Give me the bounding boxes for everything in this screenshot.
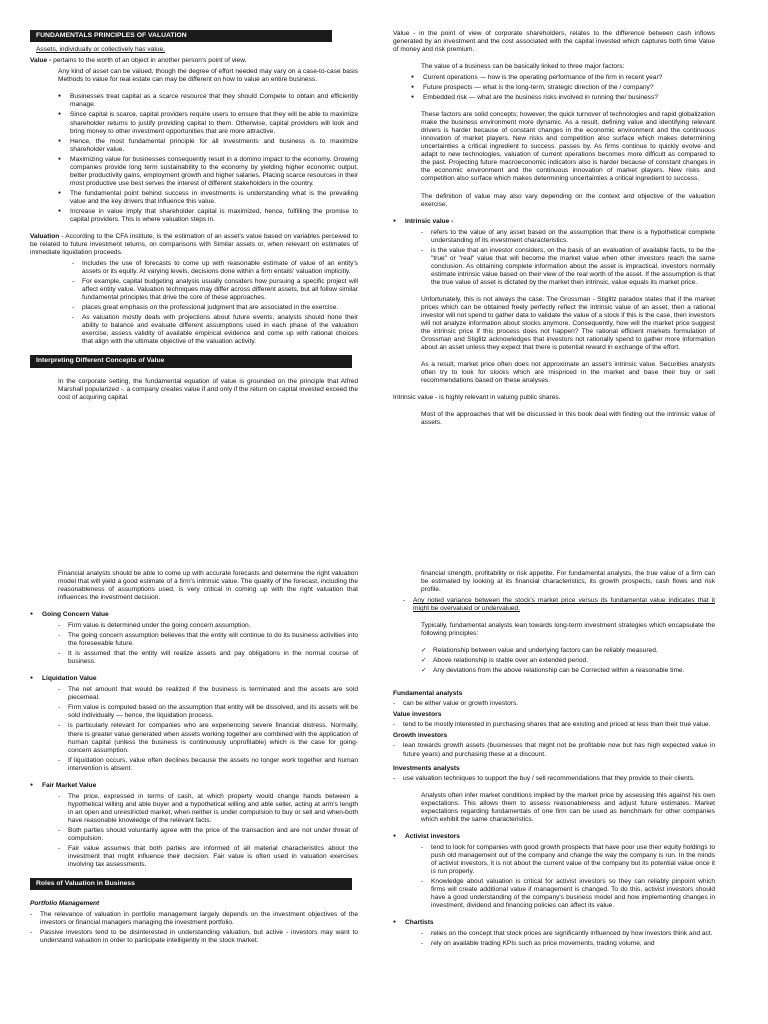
valuation-label: Valuation: [30, 232, 60, 240]
going-concern-label: ● Going Concern Value: [30, 611, 358, 619]
list-item: - relies on the concept that stock prices are significantly influenced by how investors think and act.: [421, 930, 715, 938]
list-item: ● Businesses treat capital as a scarce resource that they should Compete to obtain and efficiently manage.: [58, 93, 358, 109]
chartists-heading: [393, 919, 715, 927]
list-item: - is particularly relevant for companies who are experiencing severe financial distress. Normally, there is greater value generated when assets working together are combined with the application of human capital (unless the business is continuously unprofitable) which is the case for going-concern assumption.: [58, 722, 358, 754]
list-item: ● Embedded risk — what are the business risks involved in running the/ business?: [411, 94, 715, 102]
list-item: ✓ Relationship between value and underlying factors can be reliably measured.: [421, 647, 715, 655]
list-item: - Both parties should voluntarily agree with the price of the transaction and are not under threat of compulsion.: [58, 827, 358, 843]
fundamental-analysts-label: Fundamental analysts: [393, 690, 463, 698]
growth-investors-list: [393, 742, 715, 758]
list-item: ✓ Any deviations from the above relationship can be Corrected within a reasonable time.: [421, 667, 715, 675]
value-paragraph: Any kind of asset can be valued, though the degree of effort needed may vary on a case-to-case basis Methods to value for real estate can may be different on how to value an entire business.: [58, 68, 358, 84]
value-investors-label: Value investors: [393, 711, 442, 719]
portfolio-label: Portfolio Management: [30, 900, 100, 908]
factors-intro: The value of a business can be basically linked to three major factors:: [421, 63, 625, 71]
list-item: - Any noted variance between the stock's market price versus its fundamental value indicates that it might be overvalued or undervalued.: [403, 597, 715, 613]
intro-text: Assets, individually or collectively has value.: [36, 46, 166, 54]
approaches-paragraph: Most of the approaches that will be discussed in this book deal with finding out the intrinsic value of assets.: [421, 411, 715, 427]
financial-analysts-paragraph: Financial analysts should be able to come up with accurate forecasts and determine the right valuation model that will yield a good estimate of a firm's intrinsic value. The quality of the forecast, including the reasonableness of assumptions used, is very critical in coming up with the right valuation that influences the investment decision.: [58, 570, 358, 602]
list-item: ✓ Above relationship is stable over an extended period.: [421, 657, 715, 665]
valuation-definition: [30, 233, 358, 257]
intrinsic-relevant: Intrinsic value - is highly relevant in valuing public shares.: [393, 394, 561, 402]
list-item: ● Hence, the most fundamental principle for all investments and business is to maximize shareholder value.: [58, 138, 358, 154]
list-item: - Fair value assumes that both parties are informed of all material characteristics about the investment that might influence their decision. Fair value is often used in valuation exercises involving tax assessments.: [58, 845, 358, 869]
typically-paragraph: Typically, fundamental analysts lean towards long-term investment strategies which encapsulate the following principles:: [421, 622, 715, 638]
activist-label: ● Activist investors: [393, 833, 715, 841]
list-item: - The relevance of valuation in portfolio management largely depends on the investment objectives of the investors or financial managers managing the investment portfolio.: [30, 911, 358, 927]
list-item: ● Current operations — how is the operating performance of the firm in recent year?: [411, 74, 715, 82]
page-bottom: [0, 552, 768, 1024]
section-heading-fundamentals: FUNDAMENTALS PRINCIPLES OF VALUATION: [30, 30, 332, 42]
principles-check-list: [421, 647, 715, 675]
result-paragraph: As a result, market price often does not approximate an asset's intrinsic value. Securities analysts often try to look for stocks which are mispriced in the market and base their buy or sell recommendations based on these analyses.: [421, 361, 715, 385]
list-item: - For example, capital budgeting analysis usually considers how pursuing a specific project will affect entity value. Valuation techniques may differ across different assets, but all follow similar fundamental principles that drive the core of these approaches.: [72, 278, 358, 302]
bottom-left-column: [30, 570, 358, 948]
list-item: ● Future prospects — what is the long-term, strategic direction of the / company?: [411, 84, 715, 92]
list-item: - rely on available trading KPIs such as price movements, trading volume, and: [421, 940, 715, 948]
analysts-paragraph: Analysts often infer market conditions implied by the market price by assessing this against his own expectations. This allows them to assess reasonableness and adjust future estimates. Market expectations regarding fundamentals of one firm can be used as benchmark for other companies which exhibit the same characteristics.: [421, 791, 715, 823]
intrinsic-list: [393, 218, 715, 226]
valuation-list: [72, 260, 358, 346]
fundamental-analysts-list: [393, 700, 715, 708]
activist-heading: [393, 833, 715, 841]
intrinsic-items: [421, 229, 715, 287]
value-label: Value -: [30, 57, 54, 65]
list-item: - Knowledge about valuation is critical for activist investors so they can reliably pinpoint which firms will create additional value if management is changed. To do this, activist investors should have a good understanding of the company's business model and how implementing changes in investment, dividend and financing policies can affect its value.: [421, 878, 715, 910]
value-investors-list: [393, 721, 715, 729]
grossman-paragraph: Unfortunately, this is not always the case. The Grossman - Stiglitz paradox states that if the market prices which can be obtained freely perfectly reflect the intrinsic value of an asset, then a rational investor will not spend to gather data to validate the value of a stock if this is the case, then investors will not analyze information about stocks anymore. Consequently, how will the market price suggest the intrinsic price if this process does not happen? The rational efficient markets formulation of Grossman and Stiglitz acknowledges that investors not rationally spend to gather more information about an asset unless they expect that there is potential reward in exchange of the effort.: [421, 295, 715, 351]
list-item: - tend to be mostly interested in purchasing shares that are existing and priced at less than their true value.: [393, 721, 715, 729]
growth-investors-label: Growth investors: [393, 732, 448, 740]
list-item: - tend to look for companies with good growth prospects that have poor use their equity holdings to push old management out of the company and change the way the company is run. In the minds of activist investors, it is not about the current value of the company but its potential value once it is run properly.: [421, 844, 715, 876]
list-item: ● Increase in value imply that shareholder capital is maximized, hence, fulfilling the promise to capital providers. This is where valuation steps in.: [58, 208, 358, 224]
portfolio-list: [30, 911, 358, 945]
list-item: ● The fundamental point behind success in investments is understanding what is the prevailing value and the key drivers that influence this value.: [58, 190, 358, 206]
value-definition: [30, 57, 358, 65]
list-item: - If liquidation occurs, value often declines because the assets no longer work together and human intervention is absent.: [58, 757, 358, 773]
investments-analysts-list: [393, 775, 715, 783]
list-item: ● Since capital is scarce, capital providers require users to ensure that they will be able to maximize shareholder returns to justify providing capital to them. Otherwise, capital providers will look and bring money to other investment opportunities that are more attractive.: [58, 111, 358, 135]
financial-strength-paragraph: financial strength, profitability or risk appetite. For fundamental analysts, the true value of a firm can be estimated by looking at its financial characteristics, its growth prospects, cash flows and risk profile.: [421, 570, 715, 594]
list-item: - places great emphasis on the professional judgment that are associated in the exercise.: [72, 304, 358, 312]
variance-list: [403, 597, 715, 613]
list-item: - The going concern assumption believes that the entity will continue to do its business activities into the foreseeable future.: [58, 632, 358, 648]
bottom-right-column: [393, 570, 715, 951]
factors-list: [411, 74, 715, 102]
principles-list: [58, 93, 358, 223]
list-item: - Passive investors tend to be disinterested in understanding valuation, but active - investors may want to understand valuation in order to participate intelligently in the stock market.: [30, 929, 358, 945]
top-left-column: [30, 30, 358, 405]
going-concern-heading: [30, 611, 358, 619]
list-item: - refers to the value of any asset based on the assumption that there is a hypothetical complete understanding of its investment characteristics.: [421, 229, 715, 245]
list-item: - The price, expressed in terms of cash, at which property would change hands between a hypothetical willing and able buyer and a hypothetical willing and able seller, acting at arm's length in an open and unrestricted market, when neither is under compulsion to buy or sell and when-both have reasonable knowledge of the relevant facts.: [58, 793, 358, 825]
value-shareholders-paragraph: Value - in the point of view of corporate shareholders, relates to the difference between cash inflows generated by an investment and the cost associated with the capital invested which captures both time Value of money and risk premium.: [393, 30, 715, 54]
liquidation-list: [58, 686, 358, 772]
intrinsic-label: ● Intrinsic value -: [393, 218, 715, 226]
corporate-setting-paragraph: In the corporate setting, the fundamental equation of value is grounded on the principle that Alfred Marshall popularized -. a company creates value if and only if the return on capital invested exceed the cost of acquiring capital.: [58, 377, 358, 401]
chartists-label: ● Chartists: [393, 919, 715, 927]
fmv-label: ● Fair Market Value: [30, 782, 358, 790]
going-concern-list: [58, 622, 358, 666]
definition-paragraph: The definition of value may also vary depending on the context and objective of the valuation exercise,: [421, 192, 715, 208]
top-right-column: [393, 30, 715, 430]
list-item: - It is assumed that the entity will realize assets and pay obligations in the normal course of business.: [58, 650, 358, 666]
section-heading-interpreting: Interpreting Different Concepts of Value: [30, 355, 352, 367]
investments-analysts-label: Investments analysts: [393, 764, 460, 772]
valuation-def-text: - According to the CFA institute, is the estimation of an asset's value based on variables perceived to be related to future investment returns, on comparisons with Similar assets or, when relevant on estimates of immediate liquidation proceeds.: [30, 232, 358, 256]
activist-list: [421, 844, 715, 910]
liquidation-heading: [30, 675, 358, 683]
chartists-list: [421, 930, 715, 948]
list-item: - The net amount that would be realized if the business is terminated and the assets are sold piecemeal.: [58, 686, 358, 702]
list-item: - Includes the use of forecasts to come up with reasonable estimate of value of an entity's assets or its equity. At varying levels, decisions done within a firm entails' valuation implicitly.: [72, 260, 358, 276]
fmv-list: [58, 793, 358, 869]
factors-paragraph: These factors are solid concepts; however, the quick turnover of technologies and rapid globalization make the business environment more dynamic. As a result, defining value and identifying relevant drivers is harder because of constant changes in the economic environment and the continuous innovation of market players. New risks and competition also surface which makes determining uncertainties a critical ingredient to success. passes by. As firms continue to quickly evolve and adapt to new technologies, valuation of current operations becomes more difficult as compared to the past. Projecting future macroeconomic indicators also is harder because of constant changes in the economic environment and the continuous innovation of market players. New risks and competition also surface which makes determining uncertainties a critical ingredient to success.: [421, 111, 715, 183]
value-def-text: pertains to the worth of an object in another person's point of view.: [53, 57, 247, 65]
list-item: - lean towards growth assets (businesses that might not be profitable now but has high expected value in future years) and purchasing these at a discount.: [393, 742, 715, 758]
list-item: - is the value that an investor considers, on the basis of an evaluation of available facts, to be the "true" or "real" value that will become the market value when other investors reach the same conclusion. As obtaining complete information about the asset is impractical, investors normally estimate intrinsic value based on their view of the real worth of the asset. If the assumption is that the true value of asset is dictated by the market then intrinsic, value equals its market price.: [421, 247, 715, 287]
liquidation-label: ● Liquidation Value: [30, 675, 358, 683]
section-heading-roles: Roles of Valuation in Business: [30, 878, 352, 890]
list-item: - Firm value is computed based on the assumption that entity will be dissolved, and its assets will be sold individually — hence, the liquidation process.: [58, 704, 358, 720]
list-item: - Firm value is determined under the going concern assumption.: [58, 622, 358, 630]
list-item: ● Maximizing value for businesses consequently result in a domino impact to the economy. Growing companies provide long term sustainability to the economy by yielding higher economic output, better productivity gains, employment growth and higher salaries. Placing scarce resources in their most productive use best serves the interest of different stakeholders in the country.: [58, 156, 358, 188]
list-item: - can be either value or growth investors.: [393, 700, 715, 708]
list-item: - use valuation techniques to support the buy / sell recommendations that they provide to their clients.: [393, 775, 715, 783]
fmv-heading: [30, 782, 358, 790]
list-item: - As valuation mostly deals with projections about future events, analysts should hone their ability to balance and evaluate different assumptions used in each phase of the valuation exercise, assess validity of available empirical evidence and come up with rational choices that align with the ultimate objective of the valuation activity.: [72, 314, 358, 346]
